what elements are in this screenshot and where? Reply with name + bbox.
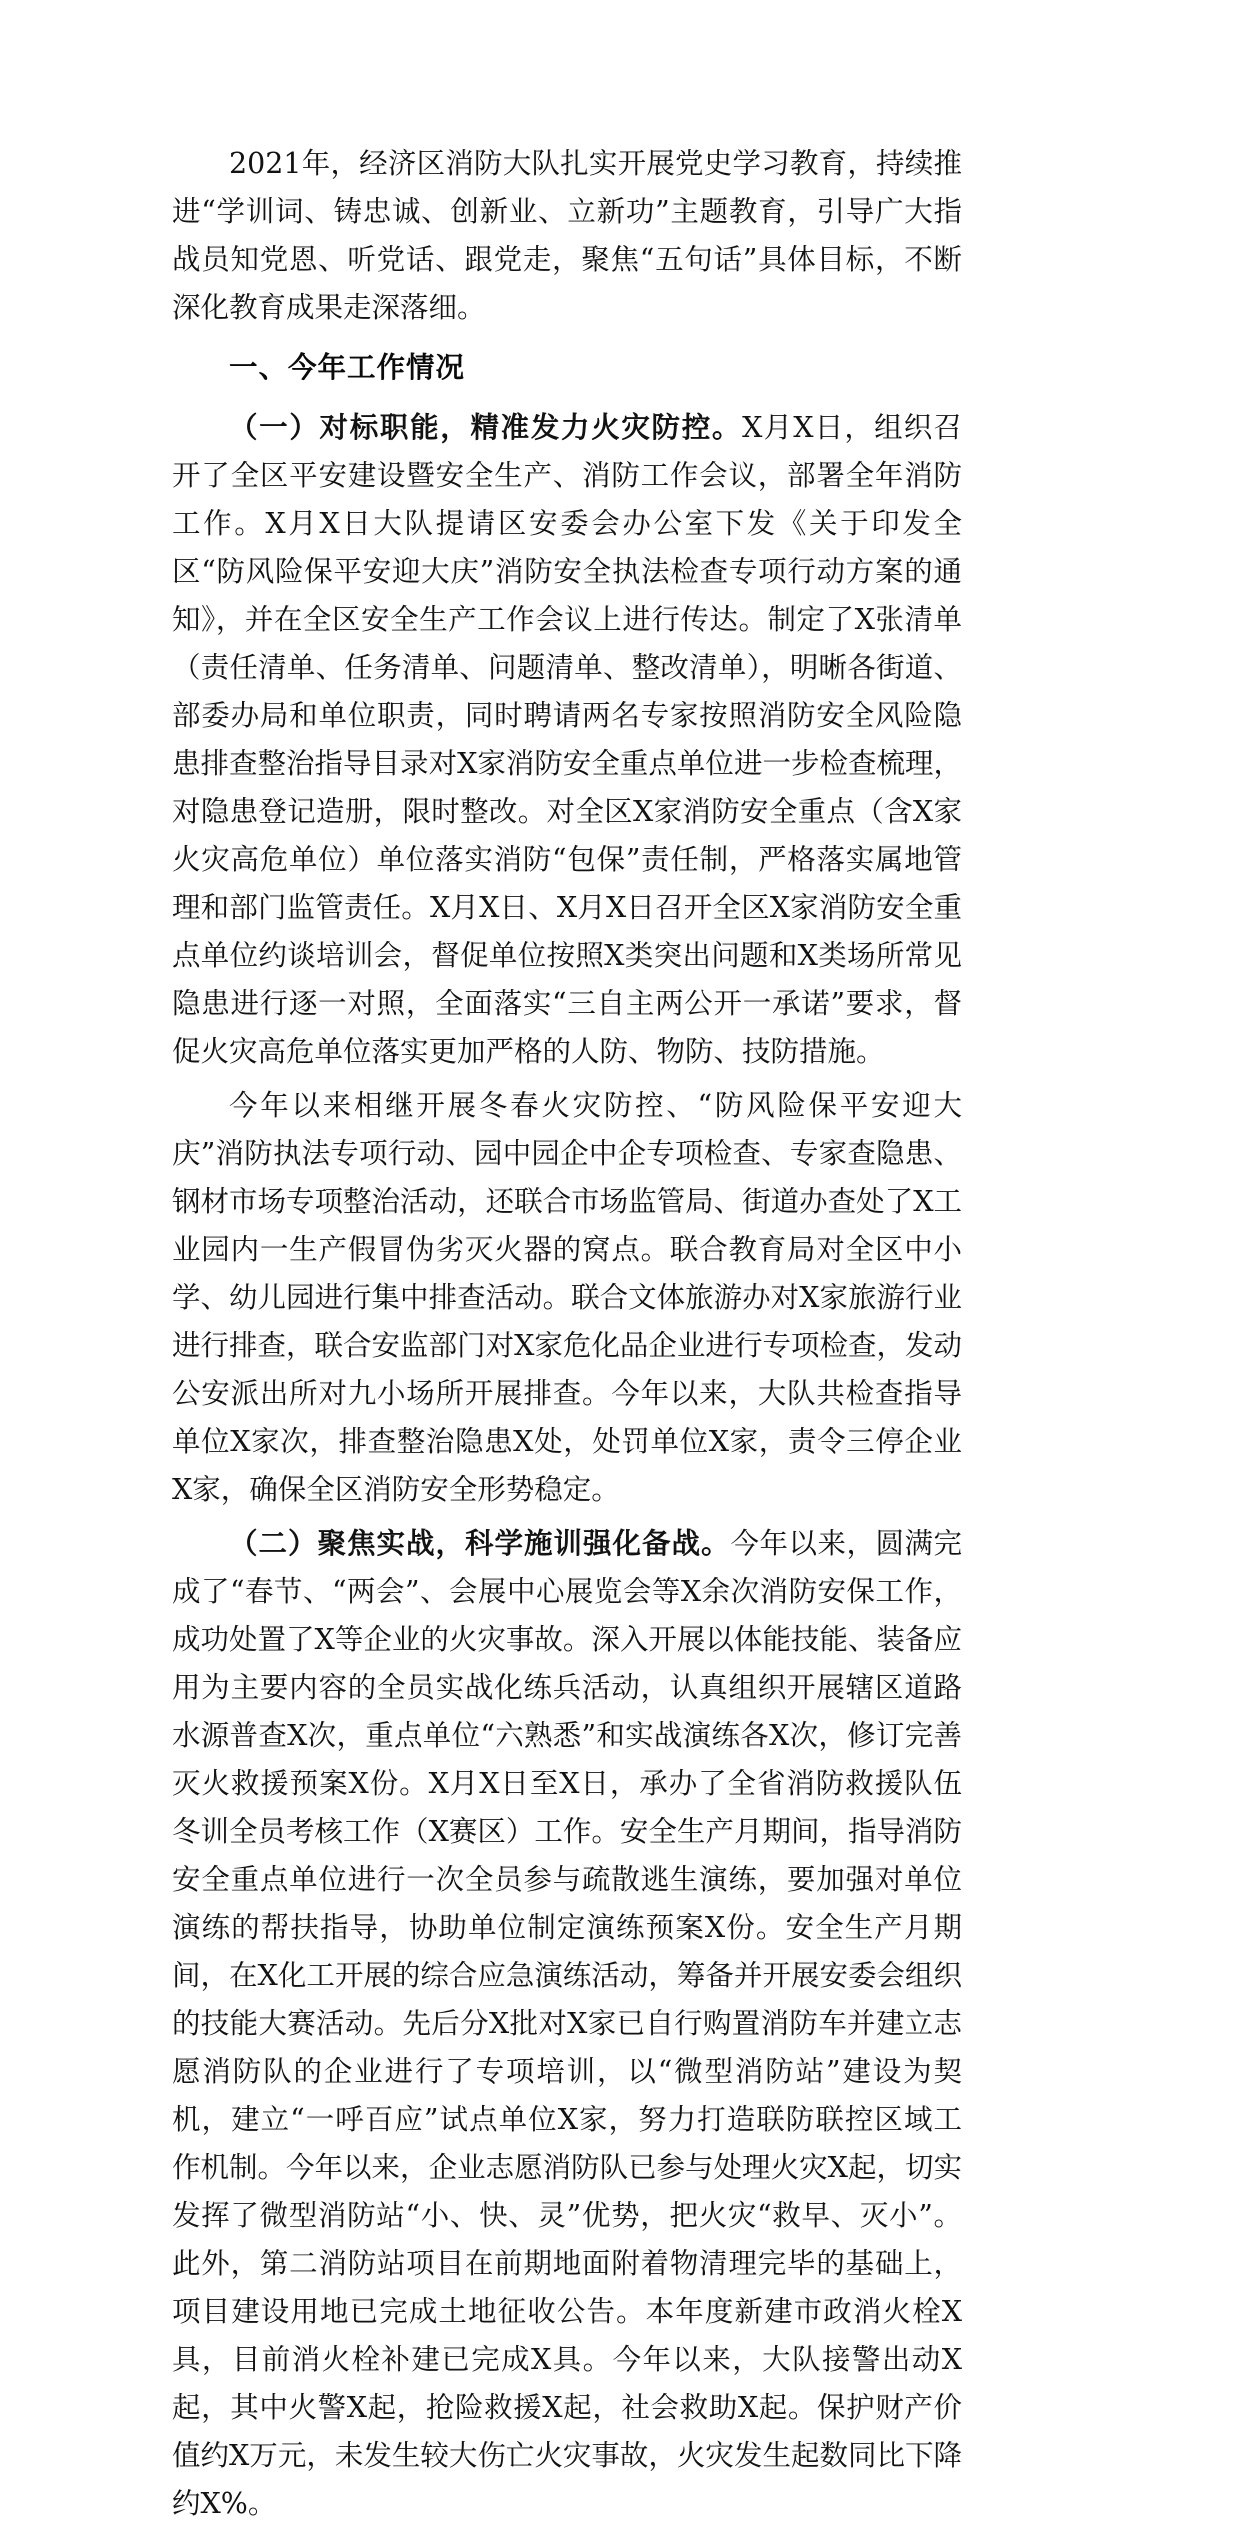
subsection-two-paragraph <box>172 1520 962 2528</box>
subsection-two-body-text: 今年以来，圆满完成了“春节、“两会”、会展中心展览会等X余次消防安保工作，成功处置了X等企业的火灾事故。深入开展以体能技能、装备应用为主要内容的全员实战化练兵活动，认真组织开展辖区道路水源普查X次，重点单位“六熟悉”和实战演练各X次，修订完善灭火救援预案X份。X月X日至X日，承办了全省消防救援队伍冬训全员考核工作（X赛区）工作。安全生产月期间，指导消防安全重点单位进行一次全员参与疏散逃生演练，要加强对单位演练的帮扶指导，协助单位制定演练预案X份。安全生产月期间，在X化工开展的综合应急演练活动，筹备并开展安委会组织的技能大赛活动。先后分X批对X家已自行购置消防车并建立志愿消防队的企业进行了专项培训，以“微型消防站”建设为契机，建立“一呼百应”试点单位X家，努力打造联防联控区域工作机制。今年以来，企业志愿消防队已参与处理火灾X起，切实发挥了微型消防站“小、快、灵”优势，把火灾“救早、灭小”。此外，第二消防站项目在前期地面附着物清理完毕的基础上，项目建设用地已完成土地征收公告。本年度新建市政消火栓X具，目前消火栓补建已完成X具。今年以来，大队接警出动X起，其中火警X起，抢险救援X起，社会救助X起。保护财产价值约X万元，未发生较大伤亡火灾事故，火灾发生起数同比下降约X%。 <box>172 1527 962 2520</box>
subsection-one-paragraph <box>172 404 962 1076</box>
subsection-one-body-text: X月X日，组织召开了全区平安建设暨安全生产、消防工作会议，部署全年消防工作。X月X日大队提请区安委会办公室下发《关于印发全区“防风险保平安迎大庆”消防安全执法检查专项行动方案的通知》，并在全区安全生产工作会议上进行传达。制定了X张清单（责任清单、任务清单、问题清单、整改清单），明晰各街道、部委办局和单位职责，同时聘请两名专家按照消防安全风险隐患排查整治指导目录对X家消防安全重点单位进一步检查梳理，对隐患登记造册，限时整改。对全区X家消防安全重点（含X家火灾高危单位）单位落实消防“包保”责任制，严格落实属地管理和部门监管责任。X月X日、X月X日召开全区X家消防安全重点单位约谈培训会，督促单位按照X类突出问题和X类场所常见隐患进行逐一对照，全面落实“三自主两公开一承诺”要求，督促火灾高危单位落实更加严格的人防、物防、技防措施。 <box>172 411 962 1068</box>
document-body <box>172 140 962 2528</box>
subsection-two-run-in-heading: （二）聚焦实战，科学施训强化备战。 <box>229 1527 731 1560</box>
subsection-one-paragraph-two: 今年以来相继开展冬春火灾防控、“防风险保平安迎大庆”消防执法专项行动、园中园企中企专项检查、专家查隐患、钢材市场专项整治活动，还联合市场监管局、街道办查处了X工业园内一生产假冒伪劣灭火器的窝点。联合教育局对全区中小学、幼儿园进行集中排查活动。联合文体旅游办对X家旅游行业进行排查，联合安监部门对X家危化品企业进行专项检查，发动公安派出所对九小场所开展排查。今年以来，大队共检查指导单位X家次，排查整治隐患X处，处罚单位X家，责令三停企业X家，确保全区消防安全形势稳定。 <box>172 1089 962 1506</box>
section-heading-work-situation: 一、今年工作情况 <box>229 351 466 384</box>
intro-paragraph: 2021年，经济区消防大队扎实开展党史学习教育，持续推进“学训词、铸忠诚、创新业、立新功”主题教育，引导广大指战员知党恩、听党话、跟党走，聚焦“五句话”具体目标，不断深化教育成果走深落细。 <box>172 147 962 324</box>
subsection-one-run-in-heading: （一）对标职能，精准发力火灾防控。 <box>229 411 743 444</box>
